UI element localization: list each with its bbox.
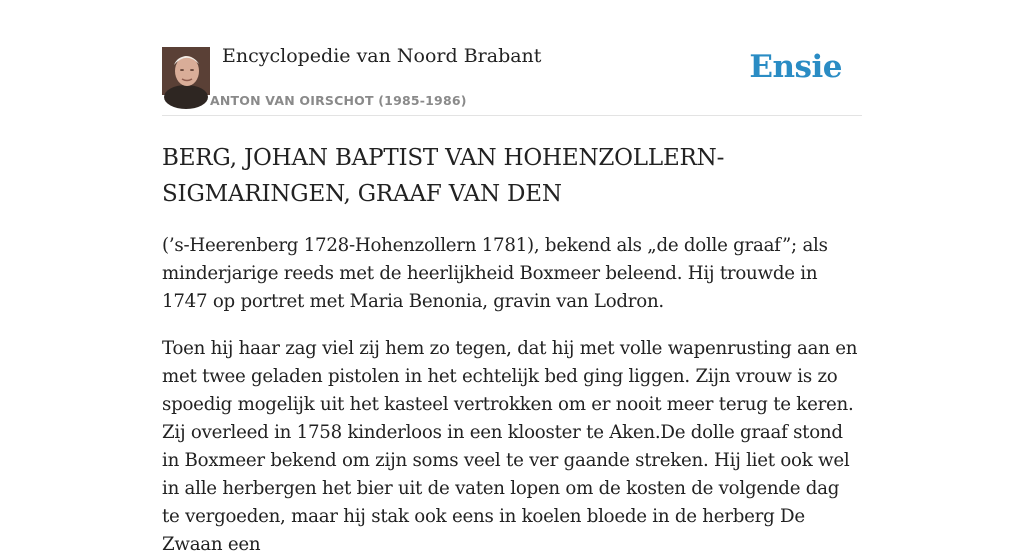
author-avatar[interactable] — [162, 47, 210, 95]
article-container — [162, 0, 862, 559]
header — [162, 0, 862, 116]
ensie-logo[interactable]: Ensie — [749, 49, 842, 85]
article-title: BERG, JOHAN BAPTIST VAN HOHENZOLLERN-SIGMARINGEN, GRAAF VAN DEN — [162, 145, 725, 207]
article-paragraph: Toen hij haar zag viel zij hem zo tegen, dat hij met volle wapenrusting aan en met twee geladen pistolen in het echtelijk bed ging liggen. Zijn vrouw is zo spoedig mogelijk uit het kasteel vertrokken om er nooit meer terug te keren. Zij overleed in 1758 kinderloos in een klooster te Aken.De dolle graaf stond in Boxmeer bekend om zijn soms veel te ver gaande streken. Hij liet ook wel in alle herbergen het bier uit de vaten lopen om de kosten de volgende dag te vergoeden, maar hij stak ook eens in koelen bloede in de herberg De Zwaan een — [162, 338, 858, 555]
site-title-link[interactable]: Encyclopedie van Noord Brabant — [222, 45, 542, 67]
portrait-image — [162, 47, 210, 95]
author-name[interactable]: ANTON VAN OIRSCHOT (1985-1986) — [210, 93, 467, 108]
article-paragraph: (’s-Heerenberg 1728-Hohenzollern 1781), bekend als „de dolle graaf”; als minderjarige reeds met de heerlijkheid Boxmeer beleend. Hij trouwde in 1747 op portret met Maria Benonia, gravin van Lodron. — [162, 235, 828, 312]
